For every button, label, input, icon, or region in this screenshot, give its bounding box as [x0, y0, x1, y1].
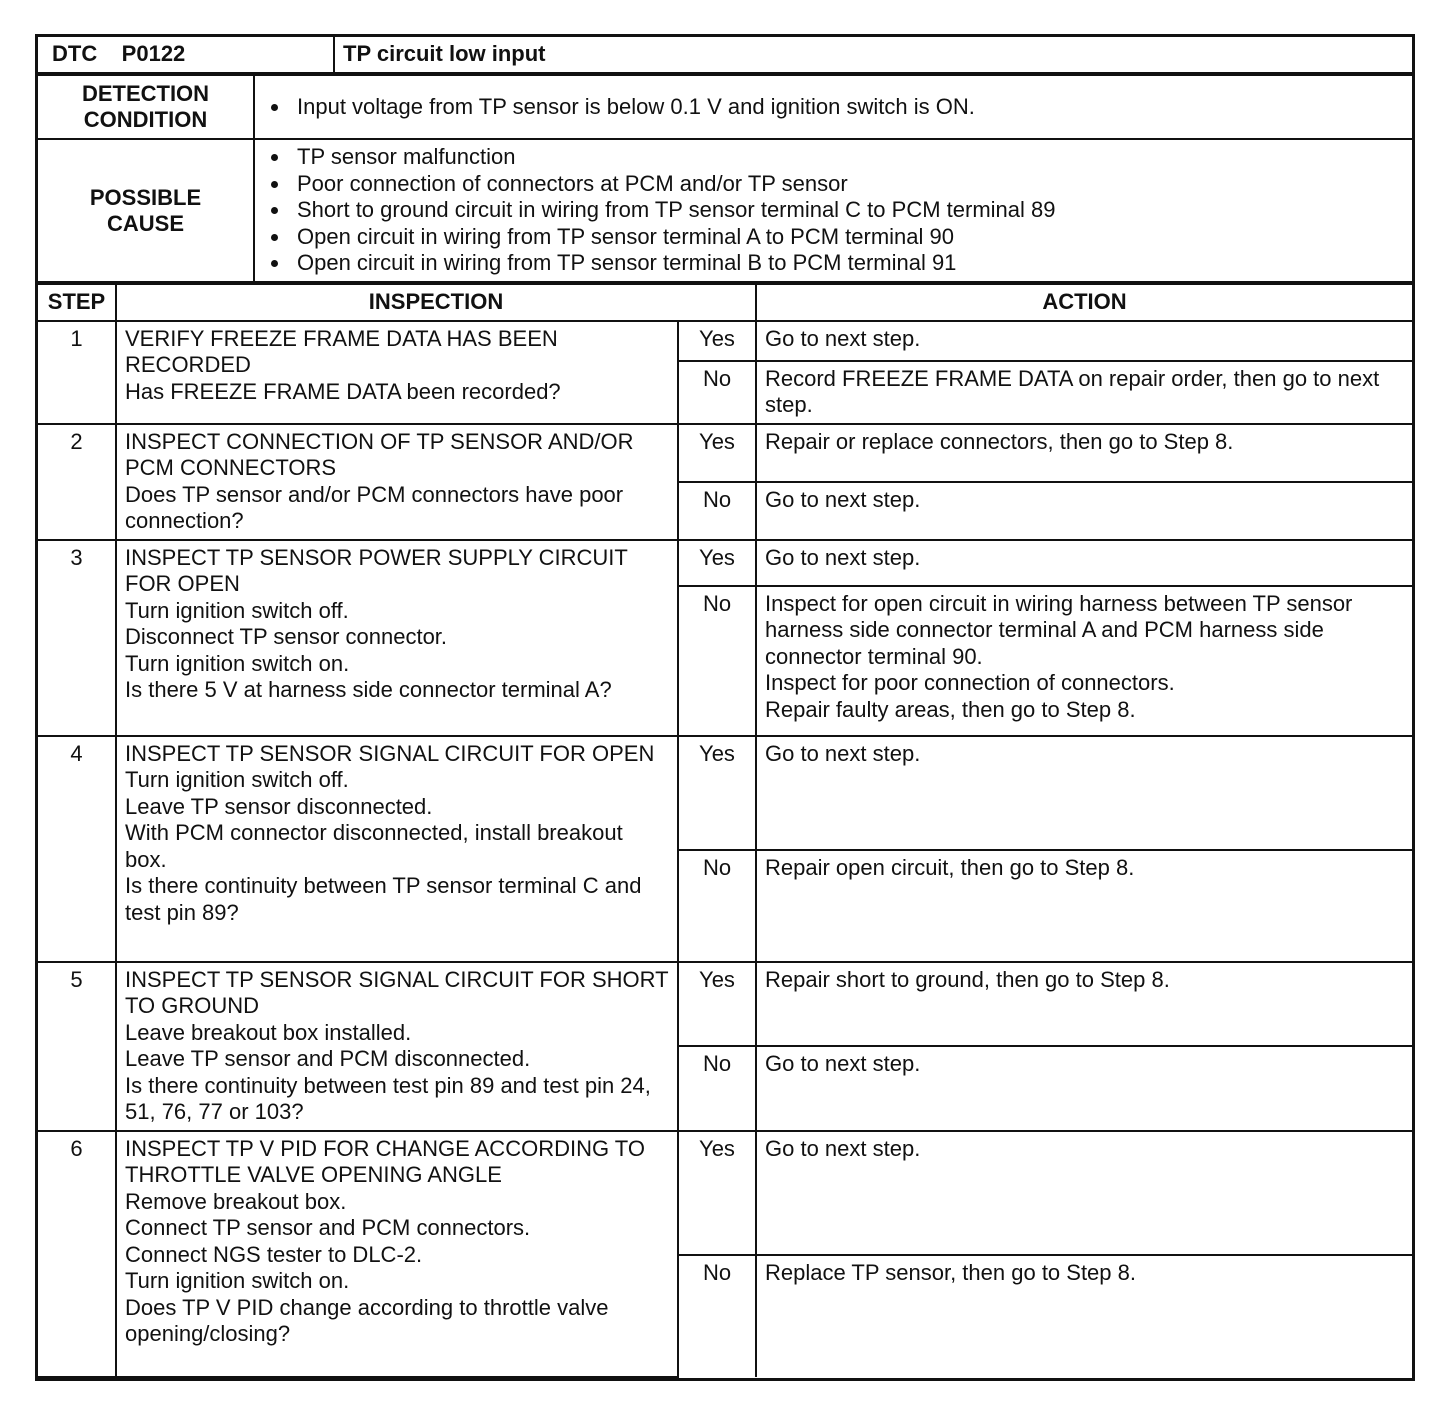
step-number: 5 [38, 962, 116, 1131]
list-item: TP sensor malfunction [263, 144, 1404, 171]
action-line: Inspect for open circuit in wiring harness between TP sensor harness side connector terminal A and PCM harness side connector terminal 90. [765, 590, 1353, 669]
action-yes [756, 736, 1412, 850]
cause-label: POSSIBLE CAUSE [38, 139, 254, 282]
action-line: Replace TP sensor, then go to Step 8. [765, 1259, 1136, 1285]
step-inspection [116, 424, 678, 540]
step-inspection [116, 736, 678, 962]
answer-no: No [678, 361, 756, 424]
dtc-label: DTC [52, 41, 98, 67]
step-instruction: Connect NGS tester to DLC-2. [125, 1241, 423, 1267]
step-instruction: Turn ignition switch on. [125, 1268, 350, 1293]
step-heading: INSPECT TP V PID FOR CHANGE ACCORDING TO THROTTLE VALVE OPENING ANGLE [125, 1135, 645, 1187]
list-item: Open circuit in wiring from TP sensor terminal B to PCM terminal 91 [263, 250, 1404, 277]
dtc-code: P0122 [121, 41, 186, 67]
action-no [756, 361, 1412, 424]
table-row [38, 962, 1412, 1047]
step-number: 1 [38, 321, 116, 424]
action-line: Go to next step. [765, 740, 921, 766]
action-no [756, 850, 1412, 962]
step-inspection [116, 1131, 678, 1377]
action-yes [756, 540, 1412, 586]
step-number: 4 [38, 736, 116, 962]
action-line: Go to next step. [765, 325, 921, 351]
steps-table [38, 283, 1412, 1378]
step-instruction: Turn ignition switch on. [125, 650, 350, 676]
cause-list [263, 144, 1404, 277]
step-instruction: Leave breakout box installed. [125, 1019, 412, 1045]
step-instruction: Connect TP sensor and PCM connectors. [125, 1215, 531, 1240]
list-item: Short to ground circuit in wiring from TP sensor terminal C to PCM terminal 89 [263, 197, 1404, 224]
col-action: ACTION [756, 284, 1412, 321]
step-heading: INSPECT TP SENSOR SIGNAL CIRCUIT FOR SHORT TO GROUND [125, 966, 669, 1018]
dtc-header-table [38, 37, 1412, 74]
list-item: Open circuit in wiring from TP sensor terminal A to PCM terminal 90 [263, 224, 1404, 251]
col-inspection: INSPECTION [116, 284, 756, 321]
step-instruction: Leave TP sensor and PCM disconnected. [125, 1046, 531, 1071]
action-line: Record FREEZE FRAME DATA on repair order, then go to next step. [765, 365, 1380, 417]
step-number: 2 [38, 424, 116, 540]
answer-yes: Yes [678, 962, 756, 1047]
answer-no: No [678, 586, 756, 736]
action-no [756, 1255, 1412, 1377]
action-yes [756, 962, 1412, 1047]
step-instruction: Remove breakout box. [125, 1188, 347, 1214]
step-heading: INSPECT TP SENSOR SIGNAL CIRCUIT FOR OPEN [125, 740, 655, 766]
step-instruction: Is there 5 V at harness side connector terminal A? [125, 677, 612, 702]
action-line: Go to next step. [765, 1135, 921, 1161]
step-instruction: Does TP sensor and/or PCM connectors have poor connection? [125, 481, 624, 533]
answer-no: No [678, 482, 756, 540]
action-no [756, 586, 1412, 736]
detection-label: DETECTION CONDITION [38, 75, 254, 139]
table-row [38, 321, 1412, 361]
action-no [756, 482, 1412, 540]
table-row [38, 736, 1412, 850]
step-number: 3 [38, 540, 116, 736]
step-heading: VERIFY FREEZE FRAME DATA HAS BEEN RECORDED [125, 325, 558, 377]
action-line: Repair faulty areas, then go to Step 8. [765, 696, 1136, 722]
step-instruction: Leave TP sensor disconnected. [125, 793, 433, 819]
step-instruction: Is there continuity between test pin 89 and test pin 24, 51, 76, 77 or 103? [125, 1072, 651, 1124]
list-item: Poor connection of connectors at PCM and/or TP sensor [263, 171, 1404, 198]
dtc-code-cell [38, 37, 334, 73]
action-line: Go to next step. [765, 486, 921, 512]
table-row [38, 1131, 1412, 1255]
condition-table [38, 74, 1412, 283]
answer-yes: Yes [678, 540, 756, 586]
step-instruction: Turn ignition switch off. [125, 597, 349, 623]
step-instruction: Has FREEZE FRAME DATA been recorded? [125, 378, 561, 404]
step-instruction: Does TP V PID change according to throttle valve opening/closing? [125, 1294, 609, 1346]
step-inspection [116, 540, 678, 736]
step-instruction: With PCM connector disconnected, install breakout box. [125, 820, 623, 872]
action-yes [756, 424, 1412, 482]
table-row [38, 540, 1412, 586]
step-instruction: Disconnect TP sensor connector. [125, 624, 448, 649]
step-rows [38, 321, 1412, 1377]
step-instruction: Turn ignition switch off. [125, 767, 349, 792]
detection-content [254, 75, 1412, 139]
action-line: Go to next step. [765, 1051, 921, 1076]
table-row [38, 424, 1412, 482]
step-number: 6 [38, 1131, 116, 1377]
answer-no: No [678, 1255, 756, 1377]
action-yes [756, 1131, 1412, 1255]
cause-content [254, 139, 1412, 282]
step-heading: INSPECT TP SENSOR POWER SUPPLY CIRCUIT FOR OPEN [125, 544, 628, 596]
answer-no: No [678, 1046, 756, 1131]
col-step: STEP [38, 284, 116, 321]
action-line: Repair open circuit, then go to Step 8. [765, 854, 1135, 880]
step-inspection [116, 321, 678, 424]
step-inspection [116, 962, 678, 1131]
step-instruction: Is there continuity between TP sensor terminal C and test pin 89? [125, 873, 642, 925]
dtc-title: TP circuit low input [334, 37, 1412, 73]
answer-yes: Yes [678, 1131, 756, 1255]
detection-list [263, 94, 1404, 121]
list-item: Input voltage from TP sensor is below 0.1 V and ignition switch is ON. [263, 94, 1404, 121]
dtc-sheet [35, 34, 1415, 1381]
action-line: Go to next step. [765, 544, 921, 570]
step-heading: INSPECT CONNECTION OF TP SENSOR AND/OR PCM CONNECTORS [125, 428, 634, 480]
answer-yes: Yes [678, 424, 756, 482]
action-line: Repair short to ground, then go to Step 8. [765, 966, 1170, 992]
action-yes [756, 321, 1412, 361]
action-line: Inspect for poor connection of connectors. [765, 670, 1175, 695]
answer-yes: Yes [678, 736, 756, 850]
action-line: Repair or replace connectors, then go to Step 8. [765, 428, 1234, 454]
answer-no: No [678, 850, 756, 962]
action-no [756, 1046, 1412, 1131]
answer-yes: Yes [678, 321, 756, 361]
